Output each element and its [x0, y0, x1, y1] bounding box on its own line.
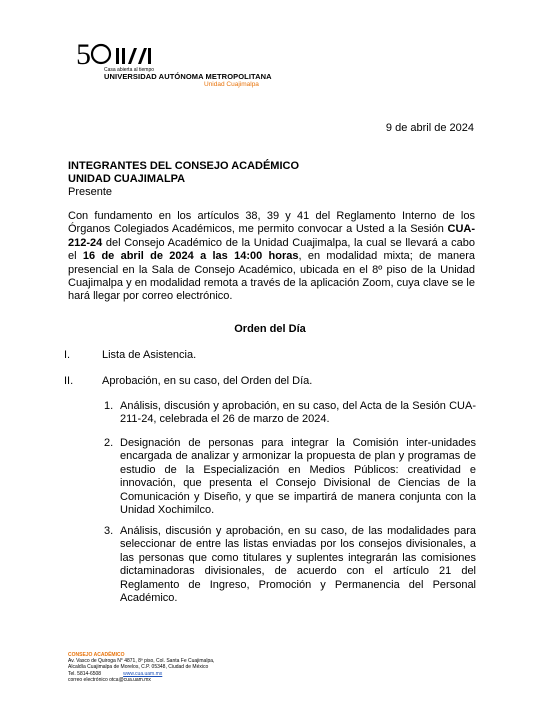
uam-50-anniversary-logo-icon	[76, 38, 166, 70]
svg-text:5: 5	[76, 38, 91, 70]
agenda-subitem-number: 1.	[104, 400, 114, 412]
body-text-2: del Consejo Académico de la Unidad Cuajimalpa, la cual se llevará a cabo el	[68, 236, 475, 263]
addressee-line-3: Presente	[68, 186, 113, 198]
agenda-item-text: Lista de Asistencia.	[102, 349, 197, 361]
letterhead-footer	[68, 652, 214, 683]
footer-address-2: Alcaldía Cuajimalpa de Morelos, C.P. 05348, Ciudad de México	[68, 664, 209, 671]
agenda-subitem-text: Designación de personas para integrar la Comisión inter-unidades encargada de analizar y armonizar la propuesta de plan y programas de estudio de la Especialización en Medios Públicos: creatividad e innovación, que presenta el Consejo Divisional de Ciencias de la Comunicación y Diseño, y que se impartirá de manera conjunta con la Unidad Xochimilco.	[120, 437, 476, 517]
agenda-subitem	[104, 400, 476, 427]
footer-address-1: Av. Vasco de Quiroga N° 4871, 8º piso, Col. Santa Fe Cuajimalpa,	[68, 658, 215, 665]
agenda-subitem-text: Análisis, discusión y aprobación, en su caso, de las modalidades para seleccionar de entre las listas enviadas por los consejos divisionales, a las personas que como titulares y suplentes integrarán las comisiones dictaminadoras divisionales, de acuerdo con el artículo 21 del Reglamento de Ingreso, Promoción y Permanencia del Personal Académico.	[120, 525, 476, 605]
body-text-3: , en modalidad mixta; de manera presencial en la Sala de Consejo Académico, ubicada en el 8º piso de la Unidad Cuajimalpa y en modalidad remota a través de la aplicación Zoom, cuya clave se le hará llegar por correo electrónico.	[68, 250, 476, 303]
footer-heading: CONSEJO ACADÉMICO	[68, 652, 125, 658]
agenda-item-number: II.	[64, 375, 74, 387]
agenda-subitem-number: 3.	[104, 525, 114, 537]
agenda-subitem-number: 2.	[104, 437, 114, 449]
footer-website-link[interactable]: www.cua.uam.mx	[123, 670, 163, 677]
session-id: CUA-212-24	[68, 223, 475, 249]
agenda-subitem	[104, 437, 476, 517]
session-datetime: 16 de abril de 2024 a las 14:00 horas	[82, 250, 299, 263]
footer-phone: Tel. 5814-6508	[68, 670, 102, 677]
body-text-1: Con fundamento en los artículos 38, 39 y 41 del Reglamento Interno de los Órganos Colegiados Académicos, me permito convocar a Usted a la Sesión	[68, 210, 475, 236]
addressee-line-2: UNIDAD CUAJIMALPA	[68, 173, 186, 185]
agenda-item-text: Aprobación, en su caso, del Orden del Día.	[102, 375, 313, 387]
agenda-subitem-text: Análisis, discusión y aprobación, en su caso, del Acta de la Sesión CUA-211-24, celebrada el 26 de marzo de 2024.	[120, 400, 476, 426]
logo-tagline: Casa abierta al tiempo	[104, 67, 155, 73]
body-paragraph	[68, 210, 475, 304]
university-name: UNIVERSIDAD AUTÓNOMA METROPOLITANA	[104, 72, 272, 81]
agenda-item-number: I.	[64, 349, 71, 361]
addressee-line-1: INTEGRANTES DEL CONSEJO ACADÉMICO	[68, 160, 300, 172]
agenda-title: Orden del Día	[234, 323, 306, 335]
letter-date: 9 de abril de 2024	[385, 122, 474, 134]
unit-name: Unidad Cuajimalpa	[204, 81, 259, 88]
addressee-block	[68, 160, 299, 199]
agenda-subitem	[104, 525, 476, 605]
footer-email[interactable]: correo electrónico otca@cua.uam.mx	[68, 676, 151, 683]
